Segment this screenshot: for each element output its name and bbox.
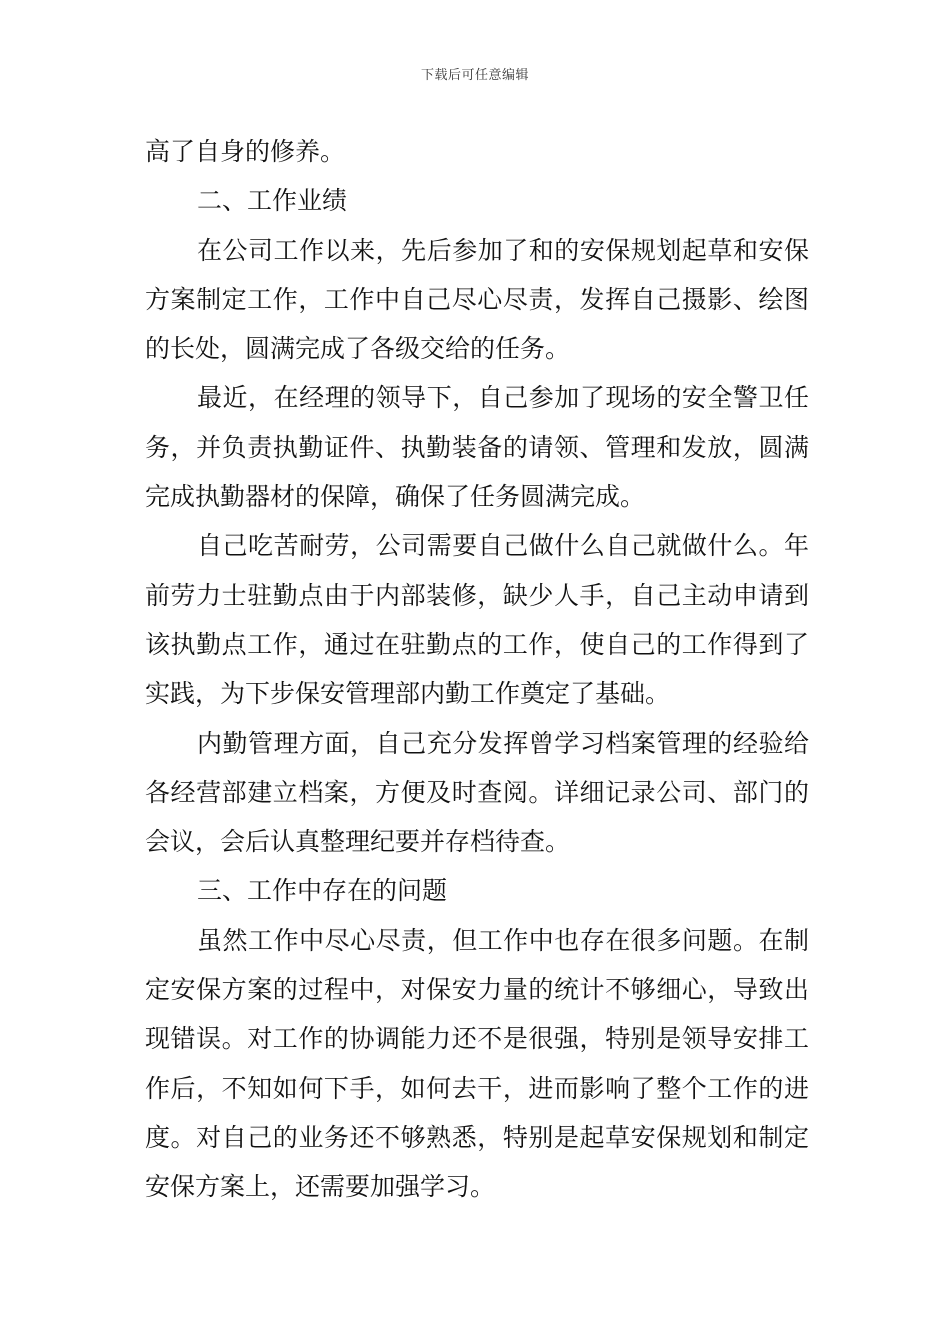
paragraph-problems: 虽然工作中尽心尽责，但工作中也存在很多问题。在制定安保方案的过程中，对保安力量的统计不够细心，导致出现错误。对工作的协调能力还不是很强，特别是领导安排工作后，不知如何下手，如何去干，进而影响了整个工作的进度。对自己的业务还不够熟悉，特别是起草安保规划和制定安保方案上，还需要加强学习。 xyxy=(145,925,809,1202)
section-heading-problems: 三、工作中存在的问题 xyxy=(197,876,448,906)
page-header: 下载后可任意编辑 xyxy=(420,68,529,83)
paragraph-security-duty: 最近，在经理的领导下，自己参加了现场的安全警卫任务，并负责执勤证件、执勤装备的请领、管理和发放，圆满完成执勤器材的保障，确保了任务圆满完成。 xyxy=(145,383,809,512)
paragraph-continuation: 高了自身的修养。 xyxy=(145,137,346,166)
document-body xyxy=(145,127,809,1212)
paragraph-security-planning: 在公司工作以来，先后参加了和的安保规划起草和安保方案制定工作，工作中自己尽心尽责，发挥自己摄影、绘图的长处，圆满完成了各级交给的任务。 xyxy=(145,235,809,364)
section-heading-work-achievements: 二、工作业绩 xyxy=(197,186,348,216)
paragraph-hard-work: 自己吃苦耐劳，公司需要自己做什么自己就做什么。年前劳力士驻勤点由于内部装修，缺少人手，自己主动申请到该执勤点工作，通过在驻勤点的工作，使自己的工作得到了实践，为下步保安管理部内勤工作奠定了基础。 xyxy=(145,531,809,709)
paragraph-internal-management: 内勤管理方面，自己充分发挥曾学习档案管理的经验给各经营部建立档案，方便及时查阅。详细记录公司、部门的会议，会后认真整理纪要并存档待查。 xyxy=(145,728,809,857)
